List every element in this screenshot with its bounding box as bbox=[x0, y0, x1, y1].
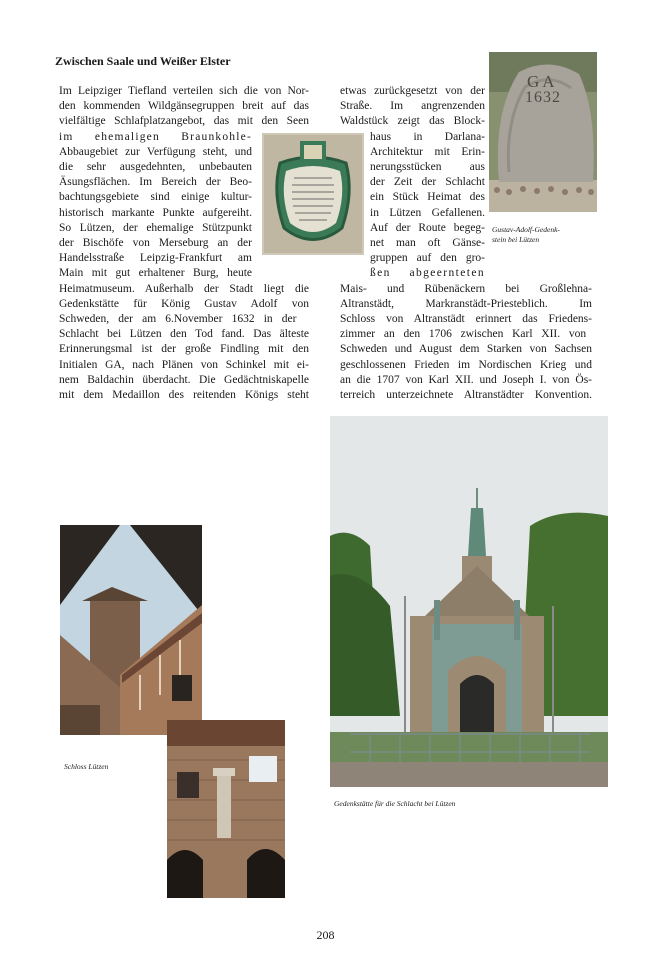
text-line: Main mit gut erhaltener Burg, heute bbox=[59, 267, 252, 280]
text-line: Äsungsflächen. Im Bereich der Beo- bbox=[59, 176, 252, 189]
caption-line: stein bei Lützen bbox=[492, 235, 540, 244]
text-line: So Lützen, der ehemalige Stützpunkt bbox=[59, 221, 252, 234]
text-line: Waldstück zeigt das Block- bbox=[340, 115, 485, 128]
text-line: etwas zurückgesetzt von der bbox=[340, 85, 485, 97]
text-line: Mais- und Rübenäckern bei Großlehna- bbox=[340, 282, 592, 295]
text-line: den kommenden Wildgänsegruppen breit auf das bbox=[59, 100, 309, 113]
text-line: Erinnerungsmal ist der große Findling mit den bbox=[59, 343, 309, 356]
text-line: im ehemaligen Braunkohle- bbox=[59, 130, 252, 143]
article-heading: Zwischen Saale und Weißer Elster bbox=[55, 54, 231, 68]
text-line: zimmer an den 1706 zwischen Karl XII. von bbox=[340, 328, 587, 341]
text-line: in Lützen Gefallenen. bbox=[370, 206, 485, 219]
page-number: 208 bbox=[316, 928, 335, 942]
text-line: Architektur mit Erin- bbox=[370, 145, 485, 158]
text-line: Heimatmuseum. Außerhalb der Stadt liegt die bbox=[59, 282, 309, 295]
text-line: ßen abgeernteten bbox=[370, 267, 485, 280]
text-line: haus in Darlana- bbox=[370, 130, 485, 143]
text-line: Initialen GA, nach Plänen von Schinkel mit ei- bbox=[59, 358, 309, 371]
text-line: ein Stück Heimat des bbox=[370, 191, 485, 204]
text-line: Schloss von Altranstädt erinnert das Friedens- bbox=[340, 313, 592, 326]
text-line: der Zeit der Schlacht bbox=[370, 176, 485, 189]
text-line: Handelsstraße Leipzig-Frankfurt am bbox=[59, 252, 252, 265]
text-line: nem Baldachin überdacht. Die Gedächtniskapelle bbox=[59, 373, 309, 386]
memorial-chapel-image bbox=[330, 416, 608, 787]
memorial-caption: Gedenkstätte für die Schlacht bei Lützen bbox=[334, 799, 456, 808]
text-line: an die 1707 von Karl XII. und Joseph I. von Ös- bbox=[340, 373, 592, 386]
text-line: nerungsstücken aus bbox=[370, 161, 485, 174]
text-line: Gedenkstätte für König Gustav Adolf von bbox=[59, 297, 309, 310]
text-line: Abbaugebiet zur Verfügung steht, und bbox=[59, 145, 252, 158]
text-line: Im Leipziger Tiefland verteilen sich die von Nor- bbox=[59, 85, 309, 97]
text-line: gruppen auf den gro- bbox=[370, 252, 485, 265]
text-line: geschlossenen Frieden im Nordischen Krieg und bbox=[340, 358, 592, 371]
coat-of-arms-plaque-image bbox=[262, 133, 364, 255]
text-line: Auf der Route begeg- bbox=[370, 221, 485, 234]
castle-detail-image bbox=[167, 720, 285, 898]
caption-line: Gustav-Adolf-Gedenk- bbox=[492, 225, 560, 234]
stone-caption bbox=[492, 225, 560, 245]
text-line: vielfältige Schlafplatzangebot, das mit den Seen bbox=[59, 115, 309, 128]
text-line: terreich unterzeichnete Altranstädter Konvention. bbox=[340, 389, 592, 402]
text-line: Schlacht bei Lützen den Tod fand. Das älteste bbox=[59, 328, 309, 341]
stone-inscription-year: 1632 bbox=[525, 89, 561, 106]
castle-caption: Schloss Lützen bbox=[64, 762, 109, 771]
text-line: Schweden, der am 6.November 1632 in der bbox=[59, 313, 297, 326]
text-line: historisch markante Punkte aufgereiht. bbox=[59, 206, 252, 219]
text-line: net man oft Gänse- bbox=[370, 237, 485, 250]
text-line: mit dem Medaillon des reitenden Königs steht bbox=[59, 389, 309, 402]
stone-inscription-initials: GA bbox=[527, 72, 558, 91]
text-line: bachtungsgebiete sind einige kultur- bbox=[59, 191, 252, 204]
castle-courtyard-image bbox=[60, 525, 202, 735]
text-line: Altranstädt, Markranstädt-Priesteblich. Im bbox=[340, 297, 592, 310]
text-line: die sehr ausgedehnten, unbebauten bbox=[59, 161, 252, 174]
text-line: Straße. Im angrenzenden bbox=[340, 100, 485, 113]
memorial-stone-image bbox=[489, 52, 597, 212]
text-line: der Bischöfe von Merseburg an der bbox=[59, 237, 252, 250]
text-line: Schweden und August dem Starken von Sachsen bbox=[340, 343, 592, 356]
